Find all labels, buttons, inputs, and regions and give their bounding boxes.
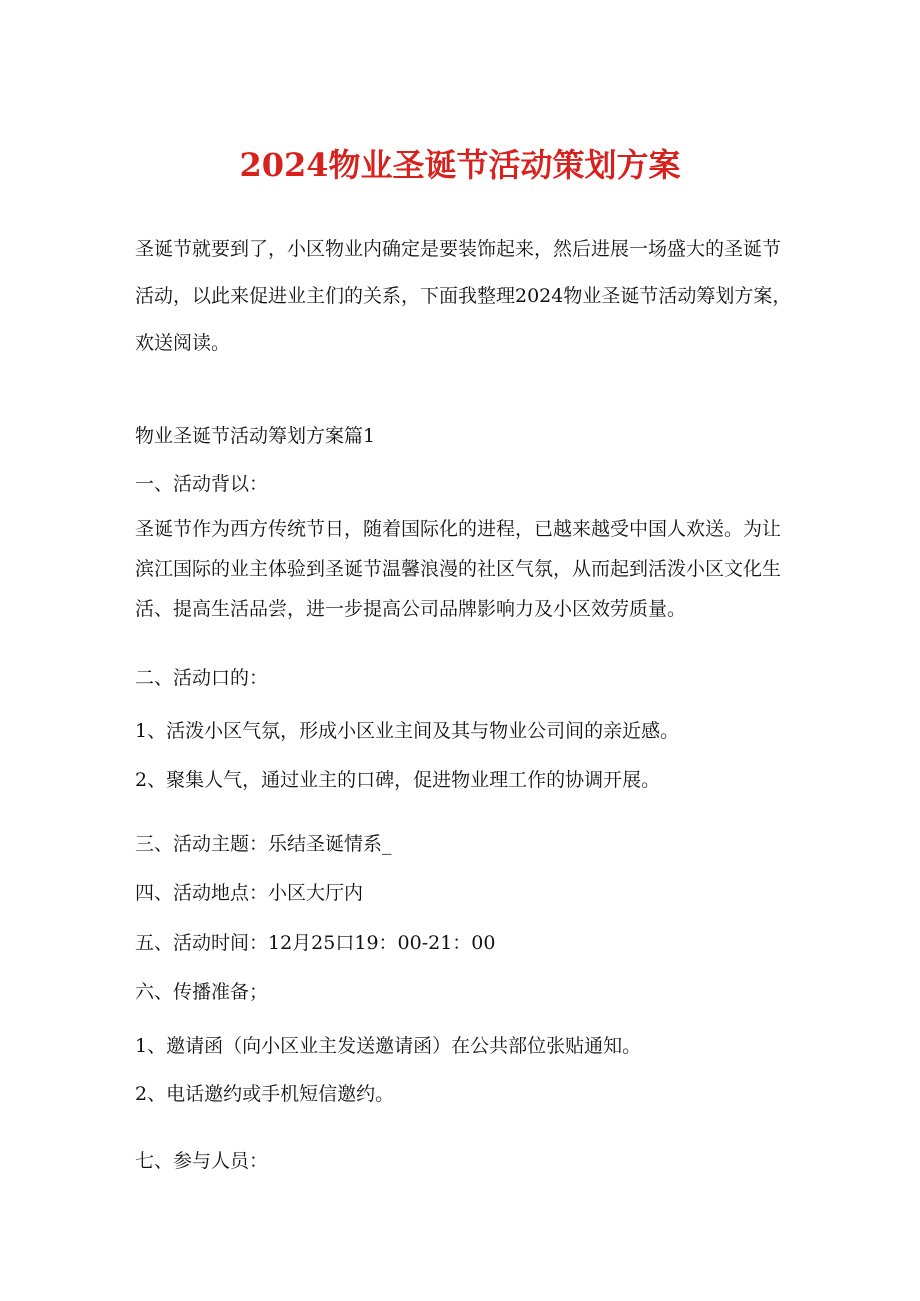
participants-heading: 七、参与人员： — [135, 1150, 269, 1172]
document-title: 2024物业圣诞节活动策划方案 — [239, 146, 681, 184]
background-heading: 一、活动背以： — [135, 473, 269, 495]
time-line: 五、活动时间：12月25口19：00-21：00 — [135, 932, 496, 954]
promotion-heading: 六、传播准备； — [135, 981, 269, 1003]
section-heading: 物业圣诞节活动筹划方案篇1 — [135, 425, 376, 447]
purpose-item: 2、聚集人气，通过业主的口碑，促进物业理工作的协调开展。 — [135, 769, 661, 791]
purpose-item: 1、活泼小区气氛，形成小区业主间及其与物业公司间的亲近感。 — [135, 720, 680, 742]
promotion-item: 2、电话邀约或手机短信邀约。 — [135, 1083, 395, 1105]
location-line: 四、活动地点：小区大厅内 — [135, 882, 364, 904]
promotion-item: 1、邀请函（向小区业主发送邀请函）在公共部位张贴通知。 — [135, 1035, 642, 1057]
purpose-heading: 二、活动口的： — [135, 667, 269, 689]
background-paragraph: 圣诞节作为西方传统节日，随着国际化的进程，已越来越受中国人欢送。为让滨江国际的业主体验到圣诞节温馨浪漫的社区气氛，从而起到活泼小区文化生活、提高生活品尝，进一步提高公司品牌影响力及小区效劳质量。 — [135, 518, 782, 620]
theme-line: 三、活动主题：乐结圣诞情系_ — [135, 833, 392, 855]
intro-paragraph: 圣诞节就要到了，小区物业内确定是要装饰起来，然后进展一场盛大的圣诞节活动，以此来促进业主们的关系，下面我整理2024物业圣诞节活动筹划方案，欢送阅读。 — [135, 238, 792, 354]
